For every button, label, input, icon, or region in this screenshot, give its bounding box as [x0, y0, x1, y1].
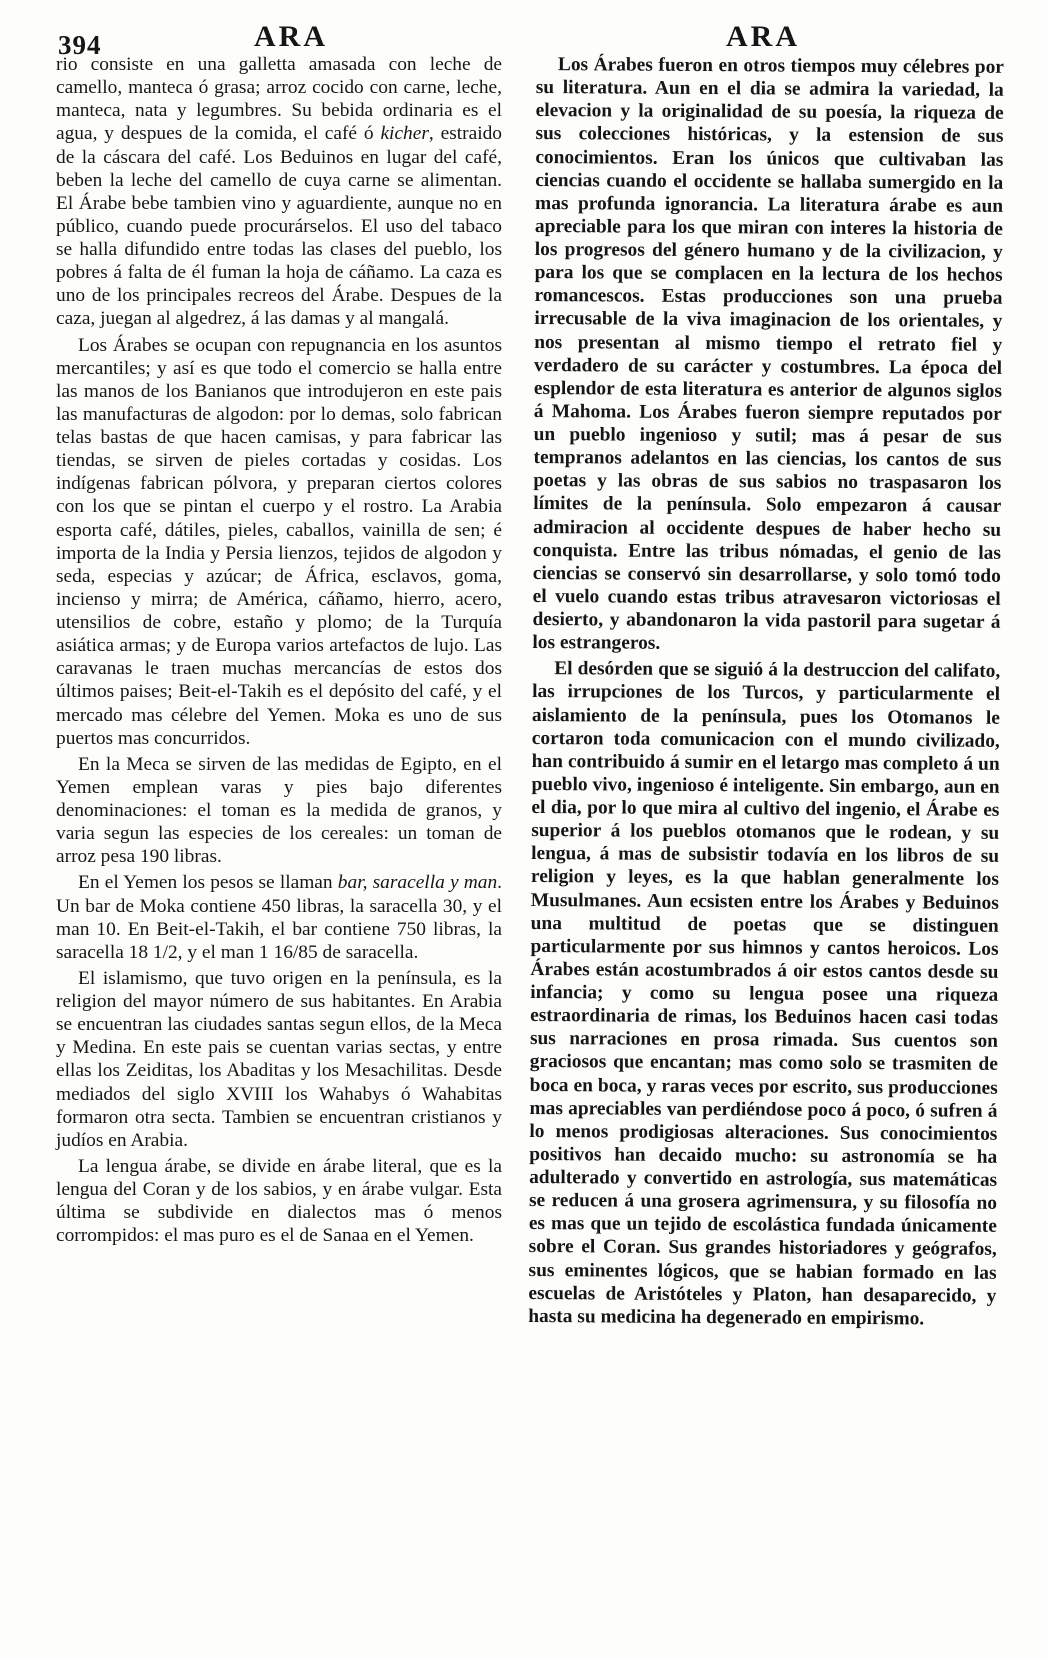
paragraph-food: rio consiste en una galletta amasada con leche de camello, manteca ó grasa; arroz cocido con carne, leche, manteca, nata y legumbres. Su bebida ordinaria es el agua, y despues de la comida, el café ó kicher, estraido de la cáscara del café. Los Beduinos en lugar del café, beben la leche del camello de cuya carne se alimentan. El Árabe bebe tambien vino y aguardiente, aunque no en público, cuando puede procurárselos. El uso del tabaco se halla difundido entre todas las clases del pueblo, los pobres á falta de él fuman la hoja de cáñamo. La caza es uno de los principales recreos del Árabe. Despues de la caza, juegan al algedrez, á las damas y al mangalá. [56, 54, 502, 330]
paragraph-weights: En el Yemen los pesos se llaman bar, saracella y man. Un bar de Moka contiene 450 libras, la saracella 30, y el man 10. En Beit-el-Takih, el bar contiene 750 libras, la saracella 18 1/2, y el man 1 16/85 de saracella. [56, 872, 503, 963]
page-number: 394 [58, 30, 102, 60]
paragraph-literature: Los Árabes fueron en otros tiempos muy célebres por su literatura. Aun en el dia se admira la variedad, la elevacion y la originalidad de su poesía, la riqueza de sus colecciones históricas, y la estension de sus conocimientos. Eran los únicos que cultivaban las ciencias cuando el occidente se hallaba sumergido en la mas profunda ignorancia. La literatura árabe es aun apreciable para los que miran con interes la historia de los progresos del género humano y de la civilizacion, y para los que se complacen en la lectura de los hechos romancescos. Estas producciones son una prueba irrecusable de la viva imaginacion de los orientales, y nos presentan al mismo tiempo el retrato fiel y verdadero de su carácter y costumbres. La época del esplendor de esta literatura es anterior de algunos siglos á Mahoma. Los Árabes fueron siempre reputados por un pueblo ingenioso y sutil; mas á pesar de sus tempranos adelantos en las ciencias, los cantos de sus poetas y las obras de sus sabios no traspasaron los límites de la península. Solo empezaron á causar admiracion al occidente despues de haber hecho su conquista. Entre las tribus nómadas, el genio de las ciencias se conservó sin desarrollarse, y solo tomó todo el vuelo cuando estas tribus atravesaron victoriosas el desierto, y abandonaron la vida pastoril para sugetar á los estrangeros. [532, 54, 1004, 654]
paragraph-decline: El desórden que se siguió á la destruccion del califato, las irrupciones de los Turcos, y particularmente el aislamiento de la península, pues los Otomanos le cortaron toda comunicacion con el mundo civilizado, han contribuido á sumir en el letargo mas completo á un pueblo vivo, ingenioso é inteligente. Sin embargo, aun en el dia, por lo que mira al cultivo del ingenio, el Árabe es superior á los pueblos otomanos que le rodean, y su lengua, á mas de subsistir todavía en los libros de su religion y leyes, es la que hablan generalmente los Musulmanes. Aun ecsisten entre los Árabes y Beduinos una multitud de poetas que se distinguen particularmente por sus himnos y cantos heroicos. Los Árabes están acostumbrados á oir estos cantos desde su infancia; y como su lengua posee una riqueza estraordinaria de rimas, los Beduinos hacen casi todas sus narraciones en prosa rimada. Sus cuentos son graciosos que encantan; mas como solo se trasmiten de boca en boca, y raras veces por escrito, sus producciones mas apreciables van perdiéndose poco á poco, ó sufren á lo menos prodigiosas alteraciones. Sus conocimientos positivos han decaido mucho: su astronomía se ha adulterado y convertido en astrología, sus matemáticas se reducen á una grosera agrimensura, y su filosofía no es mas que un tejido de escolástica fundada únicamente sobre el Coran. Sus grandes historiadores y geógrafos, sus eminentes lógicos, que se habian formado en las escuelas de Aristóteles y Platon, han desaparecido, y hasta su medicina ha degenerado en empirismo. [528, 658, 1001, 1330]
paragraph-religion: El islamismo, que tuvo origen en la península, es la religion del mayor número de sus habitantes. En Arabia se encuentran las ciudades santas segun ellos, de la Meca y Medina. En este pais se cuentan varias sectas, y entre ellas los Zeiditas, los Abaditas y los Mesachilitas. Desde mediados del siglo XVIII los Wahabys ó Wahabitas formaron otra secta. Tambien se encuentran cristianos y judíos en Arabia. [56, 967, 502, 1151]
running-head-right: ARA [726, 20, 800, 53]
running-head-left: ARA [254, 20, 328, 53]
paragraph-language: La lengua árabe, se divide en árabe literal, que es la lengua del Coran y de los sabios, y en árabe vulgar. Esta última se subdivide en dialectos mas ó menos corrompidos: el mas puro es el de Sanaa en el Yemen. [56, 1155, 502, 1247]
italic-term: bar, saracella y man [337, 872, 498, 894]
paragraph-measures: En la Meca se sirven de las medidas de Egipto, en el Yemen emplean varas y pies bajo diferentes denominaciones: el toman es la medida de granos, y varia segun las especies de los cereales: un toman de arroz pesa 190 libras. [56, 753, 502, 868]
italic-term: kicher [380, 123, 429, 145]
right-text-column [528, 53, 1004, 1334]
left-text-column [56, 53, 502, 1250]
paragraph-commerce: Los Árabes se ocupan con repugnancia en los asuntos mercantiles; y así es que todo el comercio se halla entre las manos de los Banianos que introdujeron en este pais las manufacturas de algodon: por lo demas, solo fabrican telas bastas de que hacen camisas, y para fabricar las tiendas, se sirven de pieles cortadas y cosidas. Los indígenas fabrican pólvora, y preparan ciertos colores con los que se pintan el cuerpo y el rostro. La Arabia esporta café, dátiles, pieles, caballos, vainilla de sen; é importa de la India y Persia lienzos, tejidos de algodon y seda, especias y azúcar; de África, esclavos, goma, incienso y mirra; de América, cáñamo, hierro, acero, utensilios de cobre, estaño y plomo; de la Turquía asiática armas; y de Europa varios artefactos de lujo. Las caravanas le traen muchas mercancías de estos dos últimos paises; Beit-el-Takih es el depósito del café, y el mercado mas célebre del Yemen. Moka es uno de sus puertos mas concurridos. [56, 334, 502, 749]
